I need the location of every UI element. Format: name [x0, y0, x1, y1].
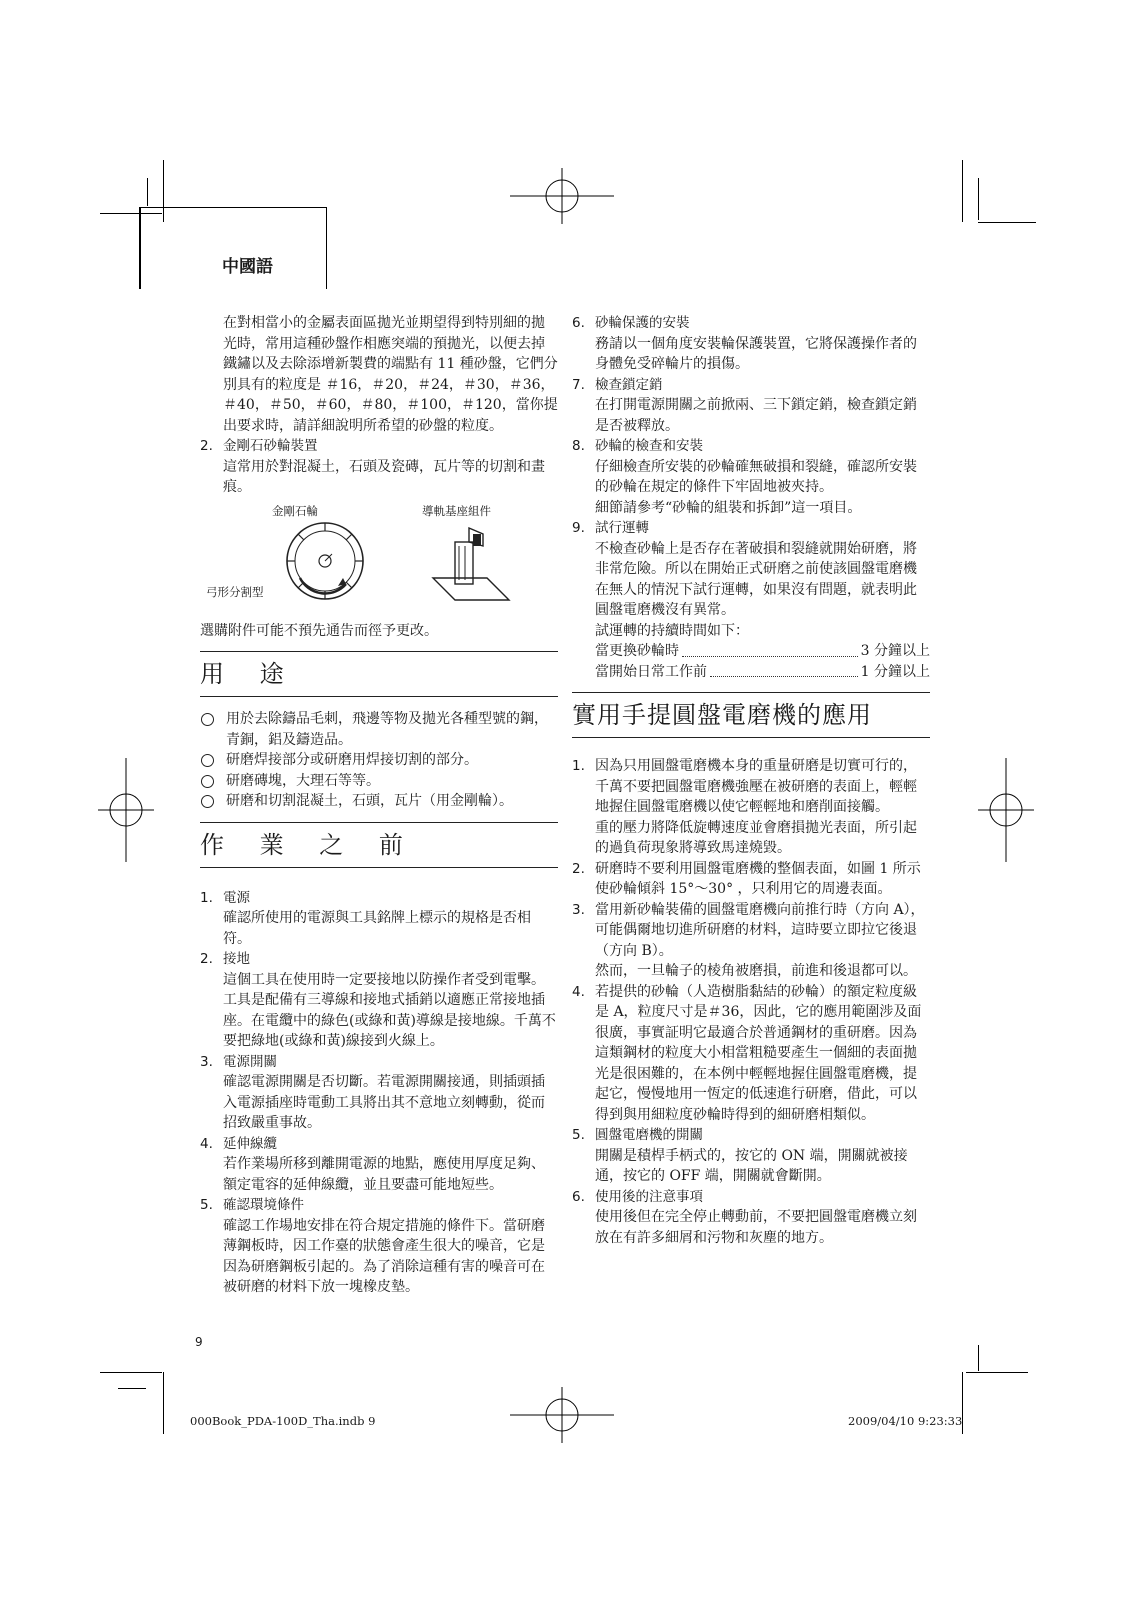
- item-heading: 7. 檢查鎖定銷: [572, 376, 663, 393]
- item-heading: 5. 確認環境條件: [200, 1197, 304, 1213]
- intro-paragraph: 在對相當小的金屬表面區拋光並期望得到特別細的拋光時，常用這種砂盤作相應突端的預拋光，以便去掉鐵鏽以及去除添增新製費的端點有 11 種砂盤，它們分別具有的粒度是 ＃16，＃20，＃24，＃30，＃36，＃40，＃50，＃60，＃80，＃100，＃120，當你提出要求時，請詳細說明所希望的砂盤的粒度。: [223, 315, 558, 434]
- application-item-continued: 然而，一旦輪子的棱角被磨損，前進和後退都可以。: [595, 963, 917, 979]
- section-title-applications: 實用手提圓盤電磨機的應用: [572, 692, 930, 738]
- item-body: 不檢查砂輪上是否存在著破損和裂縫就開始研磨，將非常危險。所以在開始正式研磨之前使該圓盤電磨機在無人的情況下試行運轉，如果沒有問題，就表明此圓盤電磨機沒有異常。: [595, 540, 917, 618]
- application-item-continued: 重的壓力將降低旋轉速度並會磨損拋光表面，所引起的過負荷現象將導致馬達燒毀。: [595, 819, 917, 856]
- item-body: 開關是積桿手柄式的，按它的 ON 端，開關就被接通，按它的 OFF 端，開關就會斷開。: [595, 1147, 908, 1184]
- left-column: [200, 313, 558, 1298]
- item-heading: 6. 使用後的注意事項: [572, 1188, 703, 1205]
- registration-mark-icon: [978, 758, 1034, 862]
- item-heading: 8. 砂輪的檢查和安裝: [572, 438, 703, 454]
- language-tab-label: 中國語: [222, 257, 273, 277]
- use-item: 用於去除鑄品毛刺，飛邊等物及拋光各種型號的鋼，青銅，鋁及鑄造品。: [200, 709, 558, 750]
- guide-base-icon: [425, 516, 515, 611]
- item-body: 仔細檢查所安裝的砂輪確無破損和裂縫，確認所安裝的砂輪在規定的條件下牢固地被夾持。: [595, 458, 917, 495]
- registration-mark-icon: [510, 168, 614, 224]
- crop-mark: [118, 1388, 146, 1389]
- right-column: [572, 313, 930, 1248]
- duration-row: 當更換砂輪時 3 分鐘以上: [595, 643, 930, 659]
- registration-mark-icon: [98, 758, 154, 862]
- item-heading: 6. 砂輪保護的安裝: [572, 315, 690, 331]
- use-item: 研磨焊接部分或研磨用焊接切割的部分。: [200, 750, 558, 771]
- item-heading: 4. 延伸線纜: [200, 1135, 277, 1152]
- registration-mark-icon: [510, 1387, 614, 1443]
- item-body: 這常用於對混凝土，石頭及瓷磚，瓦片等的切割和畫痕。: [223, 458, 545, 495]
- language-tab-bar: [139, 207, 141, 289]
- item-heading: 2. 金剛石砂輪裝置: [200, 438, 318, 454]
- accessory-note: 選購附件可能不預先通告而徑予更改。: [200, 622, 438, 639]
- item-body: 確認所使用的電源與工具銘牌上標示的規格是否相符。: [223, 910, 531, 947]
- item-heading: 2. 接地: [200, 951, 250, 967]
- item-heading: 5. 圓盤電磨機的開關: [572, 1127, 703, 1143]
- crop-mark: [978, 222, 1036, 223]
- section-title-use: 用 途: [200, 651, 558, 697]
- item-body: 使用後但在完全停止轉動前，不要把圓盤電磨機立刻放在有許多細屑和污物和灰塵的地方。: [595, 1209, 917, 1246]
- item-body: 務請以一個角度安裝輪保護裝置，它將保護操作者的身體免受碎輪片的損傷。: [595, 335, 917, 372]
- duration-intro: 試運轉的持續時間如下：: [595, 622, 749, 639]
- use-item: 研磨磚塊，大理石等等。: [200, 771, 558, 792]
- figure-label-guide: 導軌基座組件: [422, 503, 491, 518]
- crop-mark: [147, 178, 148, 206]
- crop-mark: [966, 1372, 1028, 1373]
- footer-filename: 000Book_PDA-100D_Tha.indb 9: [190, 1414, 376, 1428]
- crop-mark: [100, 1372, 162, 1373]
- item-body: 確認電源開關是否切斷。若電源開關接通，則插頭插入電源插座時電動工具將出其不意地立刻轉動，從而招致嚴重事故。: [223, 1074, 545, 1131]
- crop-mark: [978, 178, 979, 220]
- crop-mark: [163, 1372, 164, 1434]
- figure-label-wheel: 金剛石輪: [272, 503, 318, 518]
- item-body: 在打開電源開關之前掀兩、三下鎖定銷，檢查鎖定銷是否被釋放。: [595, 397, 917, 434]
- item-body: 確認工作場地安排在符合規定措施的條件下。當研磨薄鋼板時，因工作臺的狀態會產生很大的噪音，它是因為研磨鋼板引起的。為了消除這種有害的噪音可在被研磨的材料下放一塊橡皮墊。: [223, 1217, 545, 1295]
- footer-timestamp: 2009/04/10 9:23:33: [848, 1414, 963, 1428]
- use-item: 研磨和切割混凝土，石頭，瓦片（用金剛輪）。: [200, 791, 558, 812]
- item-body: 細節請參考“砂輪的組裝和拆卸”這一項目。: [595, 499, 862, 516]
- application-item: 3. 當用新砂輪裝備的圓盤電磨機向前推行時（方向 A），可能偶爾地切進所研磨的材料，這時要立即拉它後退（方向 B）。: [572, 901, 925, 959]
- item-heading: 9. 試行運轉: [572, 520, 649, 536]
- section-title-before-operation: 作 業 之 前: [200, 822, 558, 868]
- crop-mark: [962, 160, 963, 222]
- item-heading: 1. 電源: [200, 889, 250, 906]
- item-heading: 3. 電源開關: [200, 1053, 277, 1070]
- page-number: 9: [195, 1335, 203, 1349]
- item-body: 這個工具在使用時一定要接地以防操作者受到電擊。工具是配備有三導線和接地式插銷以適應正常接地插座。在電纜中的綠色(或綠和黃)導線是接地線。千萬不要把綠地(或綠和黃)線接到火線上。: [223, 971, 556, 1049]
- application-item: 4. 若提供的砂輪（人造樹脂黏結的砂輪）的額定粒度級是 A，粒度尺寸是＃36，因此，它的應用範圍涉及面很廣，事實証明它最適合於普通鋼材的重研磨。因為這類鋼材的粒度大小相當粗糙要產生一個細的表面拋光是很困難的，在本例中輕輕地握住圓盤電磨機，提起它，慢慢地用一恆定的低速進行研磨，借此，可以得到與用細粒度砂輪時得到的細研磨相類似。: [572, 983, 922, 1123]
- application-item: 2. 研磨時不要利用圓盤電磨機的整個表面，如圖 1 所示使砂輪傾斜 15°～30° ，只利用它的周邊表面。: [572, 860, 921, 897]
- diamond-wheel-icon: [280, 516, 370, 606]
- application-item: 1. 因為只用圓盤電磨機本身的重量研磨是切實可行的，千萬不要把圓盤電磨機強壓在被研磨的表面上，輕輕地握住圓盤電磨機以使它輕輕地和磨削面接觸。: [572, 758, 917, 815]
- duration-row: 當開始日常工作前 1 分鐘以上: [595, 663, 930, 680]
- item-body: 若作業場所移到離開電源的地點，應使用厚度足夠、額定電容的延伸線纜，並且要盡可能地短些。: [223, 1156, 545, 1193]
- figure-label-segment: 弓形分割型: [206, 584, 264, 599]
- crop-mark: [978, 1345, 979, 1371]
- diamond-wheel-figure: [200, 500, 558, 615]
